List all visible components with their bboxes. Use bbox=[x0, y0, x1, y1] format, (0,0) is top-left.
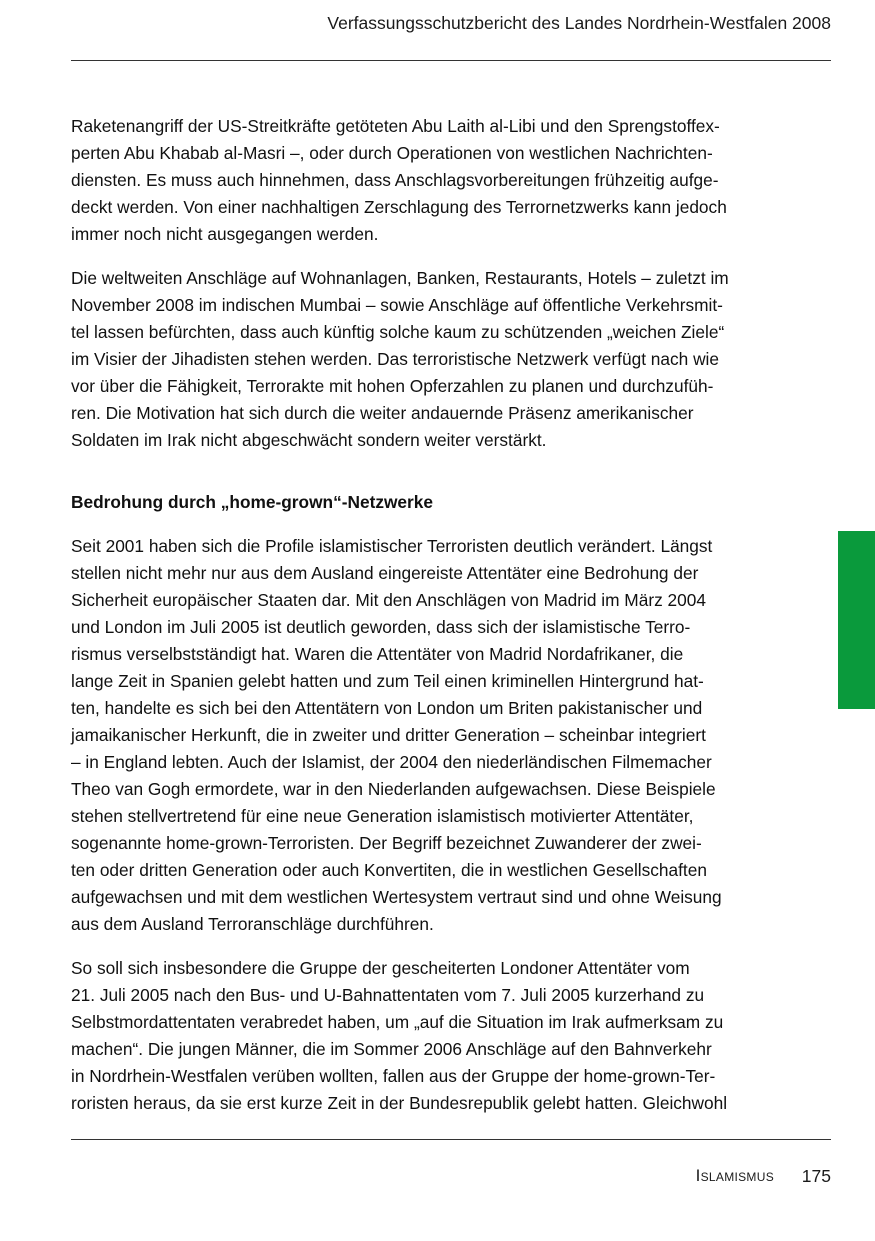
text-line: aufgewachsen und mit dem westlichen Wertesystem vertraut sind und ohne Weisung bbox=[71, 887, 722, 907]
text-line: ten oder dritten Generation oder auch Konvertiten, die in westlichen Gesellschaften bbox=[71, 860, 707, 880]
paragraph-2 bbox=[71, 265, 801, 454]
text-line: immer noch nicht ausgegangen werden. bbox=[71, 224, 379, 244]
text-line: tel lassen befürchten, dass auch künftig solche kaum zu schützenden „weichen Ziele“ bbox=[71, 322, 725, 342]
text-line: Die weltweiten Anschläge auf Wohnanlagen, Banken, Restaurants, Hotels – zuletzt im bbox=[71, 268, 729, 288]
footer-section-label: Islamismus bbox=[695, 1166, 774, 1185]
text-line: Theo van Gogh ermordete, war in den Niederlanden aufgewachsen. Diese Beispiele bbox=[71, 779, 716, 799]
text-line: jamaikanischer Herkunft, die in zweiter und dritter Generation – scheinbar integriert bbox=[71, 725, 706, 745]
text-line: Raketenangriff der US-Streitkräfte getöteten Abu Laith al-Libi und den Sprengstoffex- bbox=[71, 116, 720, 136]
text-line: deckt werden. Von einer nachhaltigen Zerschlagung des Terrornetzwerks kann jedoch bbox=[71, 197, 727, 217]
text-line: Sicherheit europäischer Staaten dar. Mit den Anschlägen von Madrid im März 2004 bbox=[71, 590, 706, 610]
text-line: Seit 2001 haben sich die Profile islamistischer Terroristen deutlich verändert. Längst bbox=[71, 536, 713, 556]
section-heading: Bedrohung durch „home-grown“-Netzwerke bbox=[71, 492, 433, 512]
text-line: und London im Juli 2005 ist deutlich geworden, dass sich der islamistische Terro- bbox=[71, 617, 691, 637]
text-line: Soldaten im Irak nicht abgeschwächt sondern weiter verstärkt. bbox=[71, 430, 547, 450]
running-header-title: Verfassungsschutzbericht des Landes Nordrhein-Westfalen 2008 bbox=[327, 13, 831, 33]
text-line: stellen nicht mehr nur aus dem Ausland eingereiste Attentäter eine Bedrohung der bbox=[71, 563, 699, 583]
page-body bbox=[71, 113, 801, 1117]
text-line: rismus verselbstständigt hat. Waren die Attentäter von Madrid Nordafrikaner, die bbox=[71, 644, 684, 664]
text-line: So soll sich insbesondere die Gruppe der gescheiterten Londoner Attentäter vom bbox=[71, 958, 690, 978]
text-line: Selbstmordattentaten verabredet haben, um „auf die Situation im Irak aufmerksam zu bbox=[71, 1012, 724, 1032]
footer-rule bbox=[71, 1139, 831, 1140]
text-line: ren. Die Motivation hat sich durch die weiter andauernde Präsenz amerikanischer bbox=[71, 403, 694, 423]
text-line: lange Zeit in Spanien gelebt hatten und zum Teil einen kriminellen Hintergrund hat- bbox=[71, 671, 704, 691]
paragraph-4 bbox=[71, 955, 801, 1117]
text-line: aus dem Ausland Terroranschläge durchführen. bbox=[71, 914, 434, 934]
text-line: November 2008 im indischen Mumbai – sowie Anschläge auf öffentliche Verkehrsmit- bbox=[71, 295, 723, 315]
text-line: perten Abu Khabab al-Masri –, oder durch Operationen von westlichen Nachrichten- bbox=[71, 143, 713, 163]
page-number: 175 bbox=[801, 1166, 831, 1186]
header-rule bbox=[71, 60, 831, 61]
paragraph-3 bbox=[71, 533, 801, 938]
text-line: roristen heraus, da sie erst kurze Zeit in der Bundesrepublik gelebt hatten. Gleichwohl bbox=[71, 1093, 728, 1113]
chapter-tab-marker bbox=[838, 531, 875, 709]
text-line: vor über die Fähigkeit, Terrorakte mit hohen Opferzahlen zu planen und durchzufüh- bbox=[71, 376, 714, 396]
text-line: im Visier der Jihadisten stehen werden. Das terroristische Netzwerk verfügt nach wie bbox=[71, 349, 720, 369]
text-line: sogenannte home-grown-Terroristen. Der Begriff bezeichnet Zuwanderer der zwei- bbox=[71, 833, 702, 853]
text-line: – in England lebten. Auch der Islamist, der 2004 den niederländischen Filmemacher bbox=[71, 752, 712, 772]
text-line: stehen stellvertretend für eine neue Generation islamistisch motivierter Attentäter, bbox=[71, 806, 694, 826]
paragraph-1 bbox=[71, 113, 801, 248]
text-line: 21. Juli 2005 nach den Bus- und U-Bahnattentaten vom 7. Juli 2005 kurzerhand zu bbox=[71, 985, 705, 1005]
text-line: ten, handelte es sich bei den Attentätern von London um Briten pakistanischer und bbox=[71, 698, 703, 718]
text-line: diensten. Es muss auch hinnehmen, dass Anschlagsvorbereitungen frühzeitig aufge- bbox=[71, 170, 719, 190]
text-line: in Nordrhein-Westfalen verüben wollten, fallen aus der Gruppe der home-grown-Ter- bbox=[71, 1066, 716, 1086]
text-line: machen“. Die jungen Männer, die im Sommer 2006 Anschläge auf den Bahnverkehr bbox=[71, 1039, 712, 1059]
